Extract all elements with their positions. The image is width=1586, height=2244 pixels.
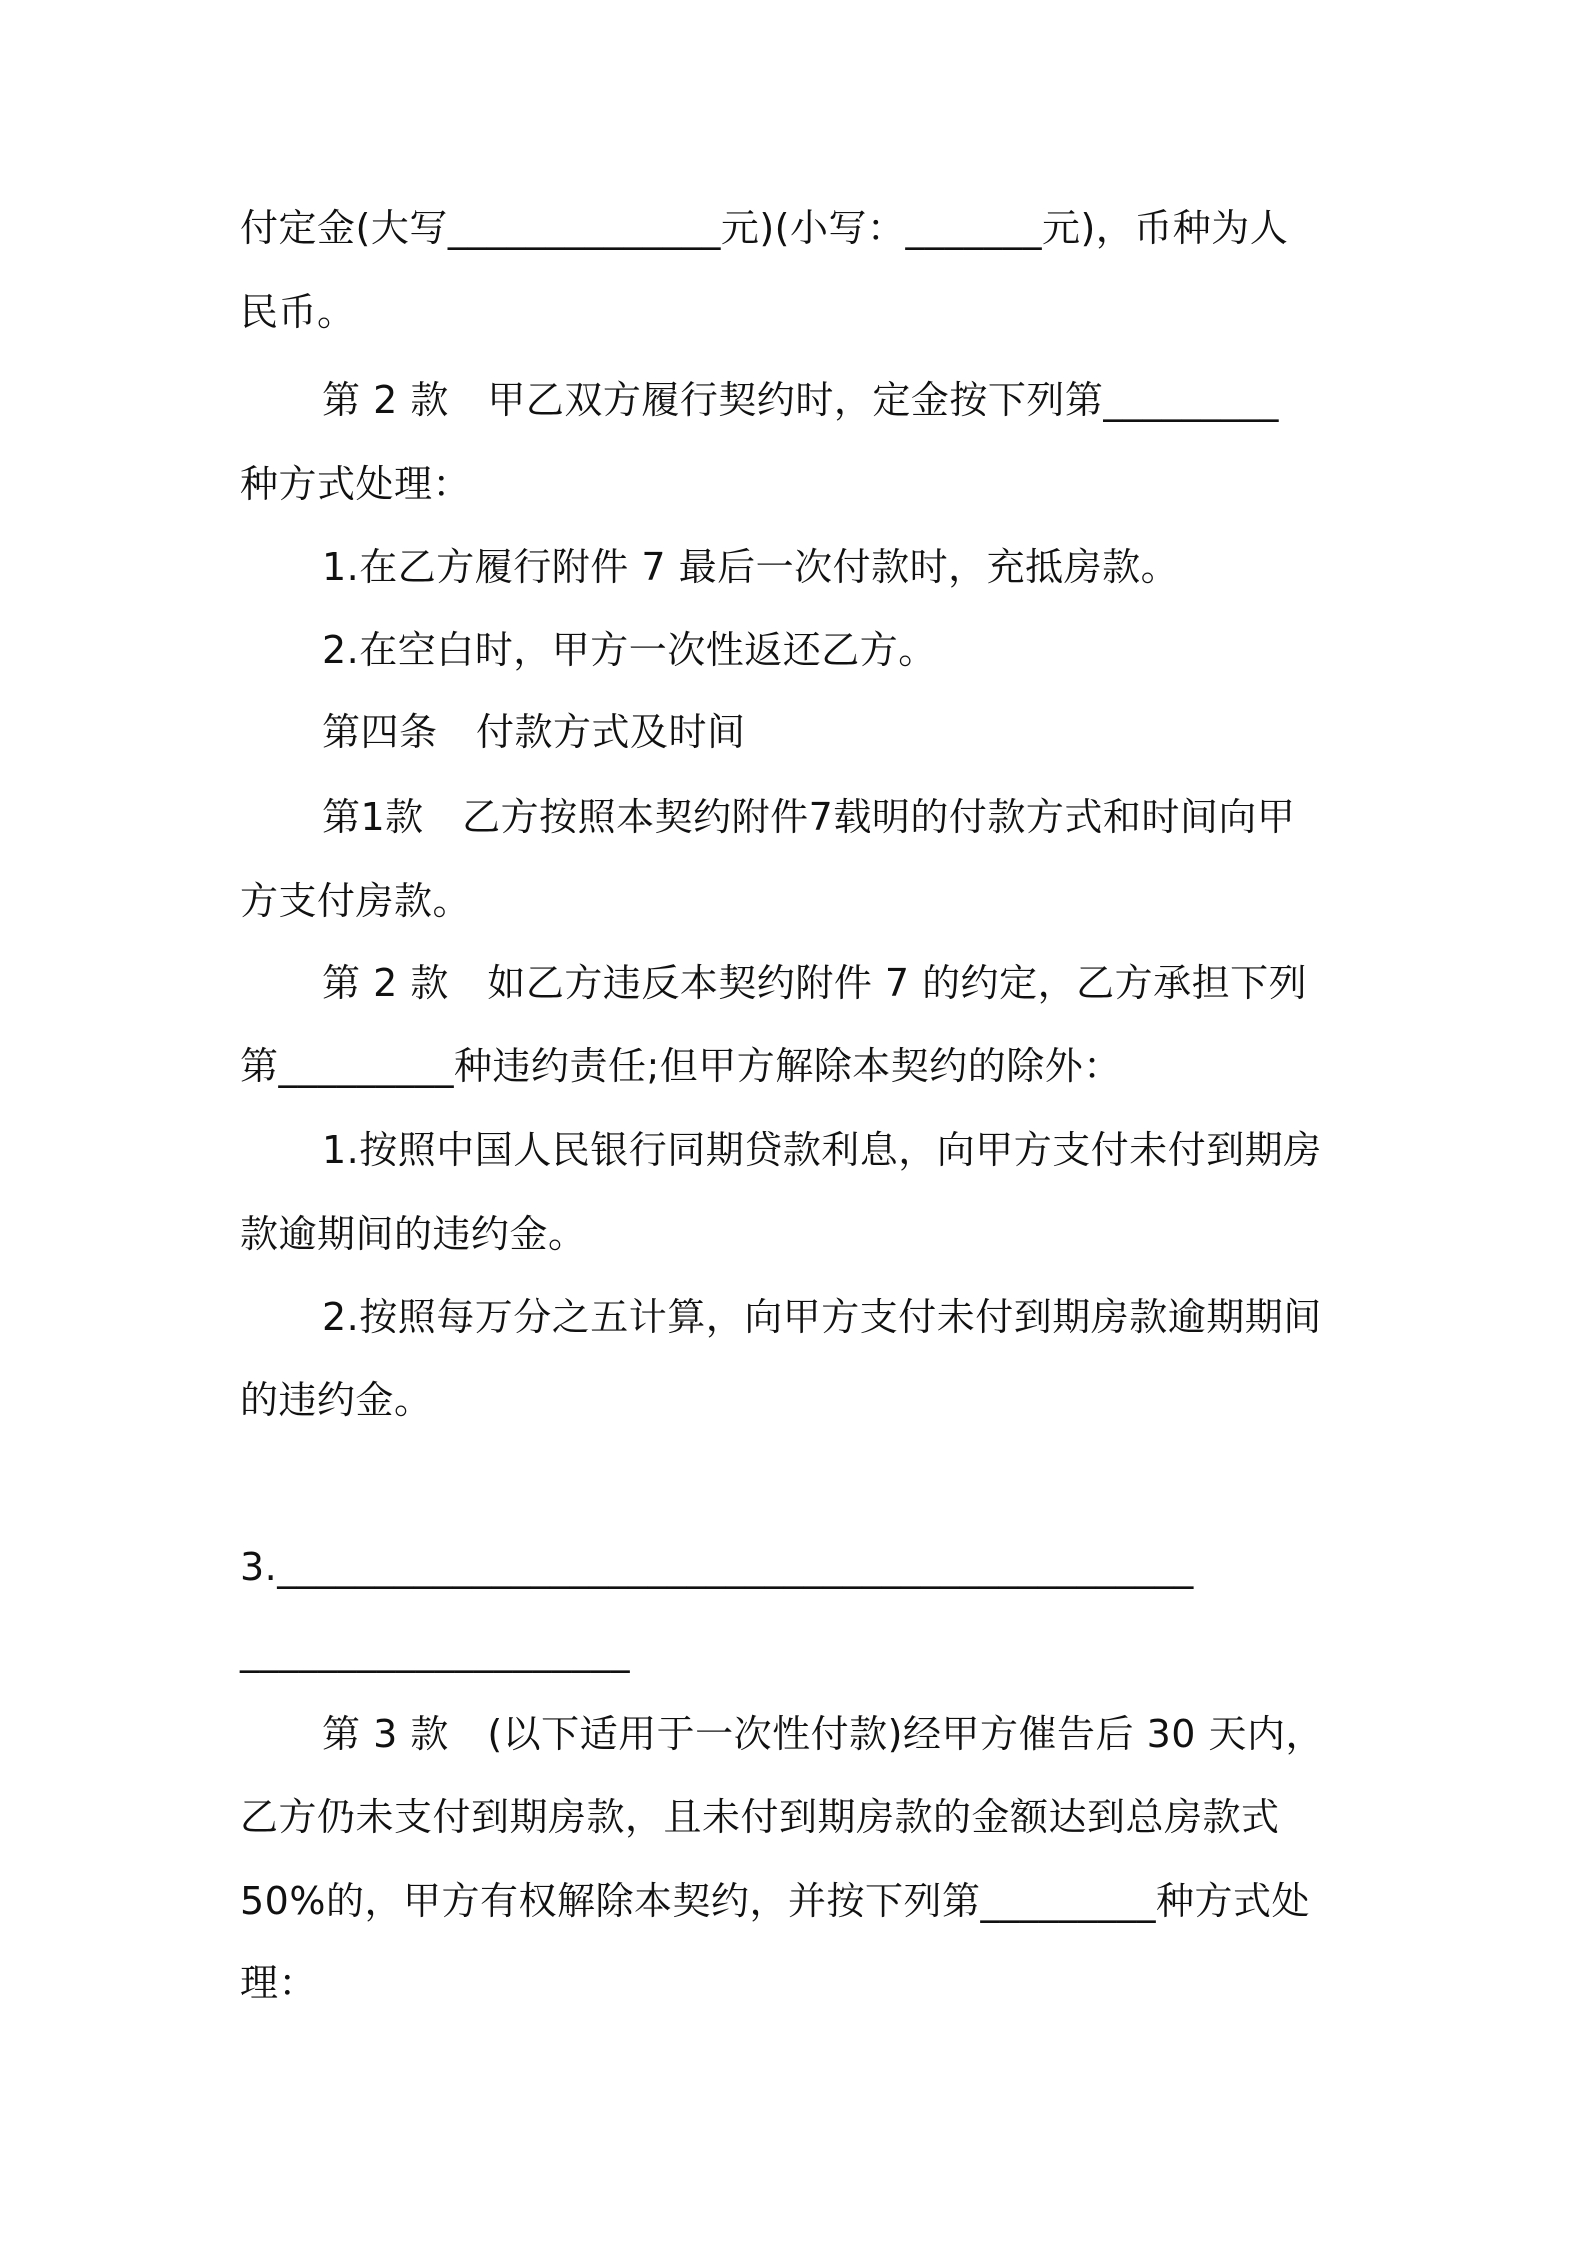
text-line: 民币。 bbox=[240, 290, 356, 334]
text-line: 理： bbox=[240, 1961, 318, 2005]
text-line: 2.在空白时，甲方一次性返还乙方。 bbox=[322, 628, 937, 672]
text-line: 第 2 款 甲乙双方履行契约时，定金按下列第_________ bbox=[322, 378, 1279, 422]
blank-fill-line: ____________________ bbox=[240, 1629, 630, 1673]
text-line: 第 2 款 如乙方违反本契约附件 7 的约定，乙方承担下列 bbox=[322, 961, 1308, 1005]
text-line: 方支付房款。 bbox=[240, 879, 472, 923]
text-line: 1.在乙方履行附件 7 最后一次付款时，充抵房款。 bbox=[322, 545, 1180, 589]
text-line: 第1款 乙方按照本契约附件7载明的付款方式和时间向甲 bbox=[322, 795, 1296, 839]
text-line: 1.按照中国人民银行同期贷款利息，向甲方支付未付到期房 bbox=[322, 1128, 1322, 1172]
text-line: 款逾期间的违约金。 bbox=[240, 1212, 587, 1256]
text-line: 第 3 款 (以下适用于一次性付款)经甲方催告后 30 天内， bbox=[322, 1712, 1324, 1756]
text-line: 50%的，甲方有权解除本契约，并按下列第_________种方式处 bbox=[240, 1879, 1310, 1923]
section-heading: 第四条 付款方式及时间 bbox=[322, 710, 746, 754]
text-line: 种方式处理： bbox=[240, 462, 472, 506]
text-line: 付定金(大写______________元)(小写：_______元)，币种为人 bbox=[240, 206, 1289, 250]
text-line: 第_________种违约责任;但甲方解除本契约的除外： bbox=[240, 1044, 1122, 1088]
text-line: 乙方仍未支付到期房款，且未付到期房款的金额达到总房款式 bbox=[240, 1795, 1280, 1839]
text-line: 的违约金。 bbox=[240, 1378, 433, 1422]
blank-fill-line: 3._______________________________________________ bbox=[240, 1545, 1194, 1589]
text-line: 2.按照每万分之五计算，向甲方支付未付到期房款逾期期间 bbox=[322, 1295, 1322, 1339]
